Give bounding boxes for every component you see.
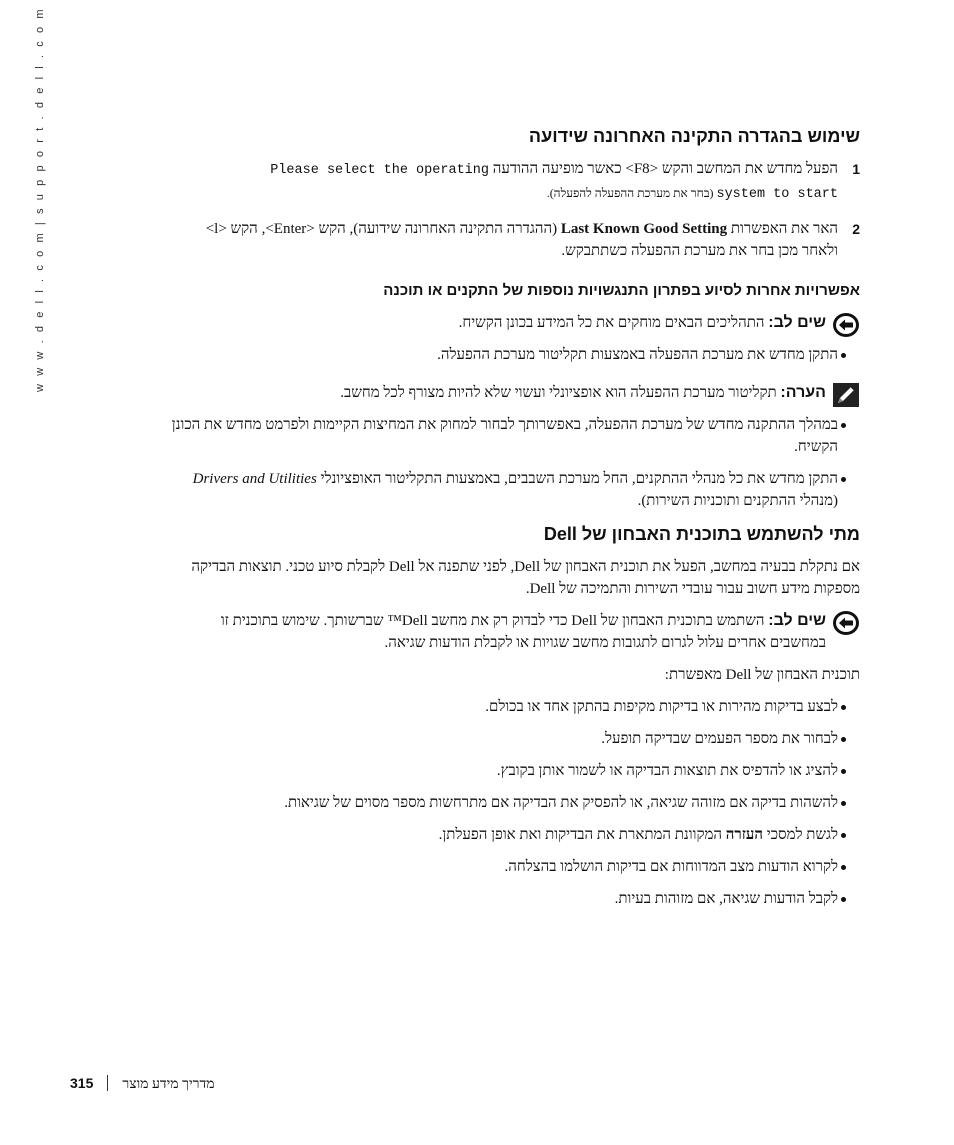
message-code: Please select the operating — [270, 163, 489, 178]
step-text: הא‌ר את האפשרות — [727, 221, 838, 237]
notice-box — [168, 312, 860, 334]
help-term: העזרה — [725, 827, 764, 843]
step-text-cont: (ההגדרה התקינה האחרונה שידועה), הקש <Enter>, הקש <l> ולאחר מכן בחר את מערכת ההפעלה כשתתבקש. — [205, 221, 838, 259]
list-item-text: התקן מחדש את כל מנהלי ההתקנים, החל מערכת השבבים, באמצעות התקליטור האופציונלי — [316, 471, 838, 487]
list-item — [168, 888, 860, 910]
note-text: תקליטור מערכת ההפעלה הוא אופציונלי ועשוי שלא להיות מצורף לכל מחשב. — [340, 385, 781, 401]
notice-label: שים לב: — [768, 612, 826, 629]
list-item-text: לקרוא הודעות מצב המדווחות אם בדיקות הושלמו בהצלחה. — [504, 859, 838, 875]
step-2 — [168, 218, 860, 262]
side-url: w w w . d e l l . c o m | s u p p o r t . d e l l . c o m — [34, 6, 46, 392]
features-list — [168, 696, 860, 910]
message-translation: (בחר את מערכת ההפעלה להפעלה). — [546, 186, 717, 200]
intro-paragraph: אם נתקלת בבעיה במחשב, הפעל את תוכנית האבחון של Dell, לפני שתפנה אל Dell לקבלת סיוע טכני. תוצאות הבדיקה מספקות מידע חשוב עבור עובדי השירות והתמיכה של Dell. — [191, 559, 860, 597]
list-item-text: להציג או להדפיס את תוצאות הבדיקה או לשמור אותן בקובץ. — [496, 763, 838, 779]
step-1 — [168, 158, 860, 206]
list-item-text-cont: (מנהלי ההתקנים ותוכניות השירות). — [637, 493, 838, 509]
list-item-text-cont: המקוונת המתארת את הבדיקות ואת אופן הפעלתן. — [438, 827, 726, 843]
list-item — [168, 414, 860, 458]
section-title-other-options: אפשרויות אחרות לסיוע בפתרון התנגשויות נוספות של התקנים או תוכנה — [383, 282, 860, 299]
step-number: 1 — [852, 161, 860, 177]
notice-label: שים לב: — [768, 314, 826, 331]
list-item — [168, 728, 860, 750]
notice-text: השתמש בתוכנית האבחון של Dell כדי לבדוק רק את מחשב Dell™ שברשותך. שימוש בתוכנית זו במחשבים אחרים עלול לגרום לתגובות מחשב שגויות או לקבלת הודעות שגיאה. — [220, 613, 826, 651]
note-label: הערה: — [780, 384, 826, 401]
list-item — [168, 696, 860, 718]
step-text: הפעל מחדש את המחשב והקש <F8> כאשר מופיעה ההודעה — [488, 161, 838, 177]
lead-paragraph: תוכנית האבחון של Dell מאפשרת: — [664, 667, 860, 683]
notice-arrow-icon — [832, 312, 860, 338]
document-content — [168, 124, 860, 920]
list-item-text: לבחור את מספר הפעמים שבדיקה תופעל. — [601, 731, 838, 747]
note-box — [168, 382, 860, 404]
notice-text: התהליכים הבאים מוחקים את כל המידע בכונן הקשיח. — [458, 315, 769, 331]
list-item-text: לבצע בדיקות מהירות או בדיקות מקיפות בהתקן אחד או בכולם. — [485, 699, 838, 715]
list-item-text: התקן מחדש את מערכת ההפעלה באמצעות תקליטור מערכת ההפעלה. — [437, 347, 838, 363]
footer-divider — [107, 1075, 108, 1091]
list-item — [168, 468, 860, 512]
list-item — [168, 856, 860, 878]
section-title-last-known-good: שימוש בהגדרה התקינה האחרונה שידועה — [528, 126, 860, 146]
notice-box — [168, 610, 860, 654]
footer-title: מדריך מידע מוצר — [122, 1077, 215, 1092]
list-item-text: לגשת למסכי — [763, 827, 838, 843]
step-number: 2 — [852, 221, 860, 237]
message-code-cont: system to start — [716, 187, 838, 202]
option-name: Last Known Good Setting — [560, 221, 728, 237]
section-title-dell-diagnostics: מתי להשתמש בתוכנית האבחון של Dell — [543, 524, 860, 544]
bullet-list — [168, 344, 860, 366]
list-item — [168, 760, 860, 782]
list-item-text: במהלך ההתקנה מחדש של מערכת ההפעלה, באפשרותך לבחור למחוק את המחיצות הקיימות ולפרמט מחדש את הכונן הקשיח. — [171, 417, 838, 455]
pencil-note-icon — [832, 382, 860, 408]
cd-name: Drivers and Utilities — [192, 471, 317, 487]
notice-arrow-icon — [832, 610, 860, 636]
list-item-text: להשהות בדיקה אם מזוהה שגיאה, או להפסיק את הבדיקה אם מתרחשות מספר מסוים של שגיאות. — [284, 795, 838, 811]
list-item — [168, 792, 860, 814]
list-item-text: לקבל הודעות שגיאה, אם מזוהות בעיות. — [614, 891, 838, 907]
bullet-list — [168, 414, 860, 512]
page-footer — [70, 1075, 270, 1095]
list-item — [168, 344, 860, 366]
page-number: 315 — [70, 1075, 94, 1091]
list-item — [168, 824, 860, 846]
